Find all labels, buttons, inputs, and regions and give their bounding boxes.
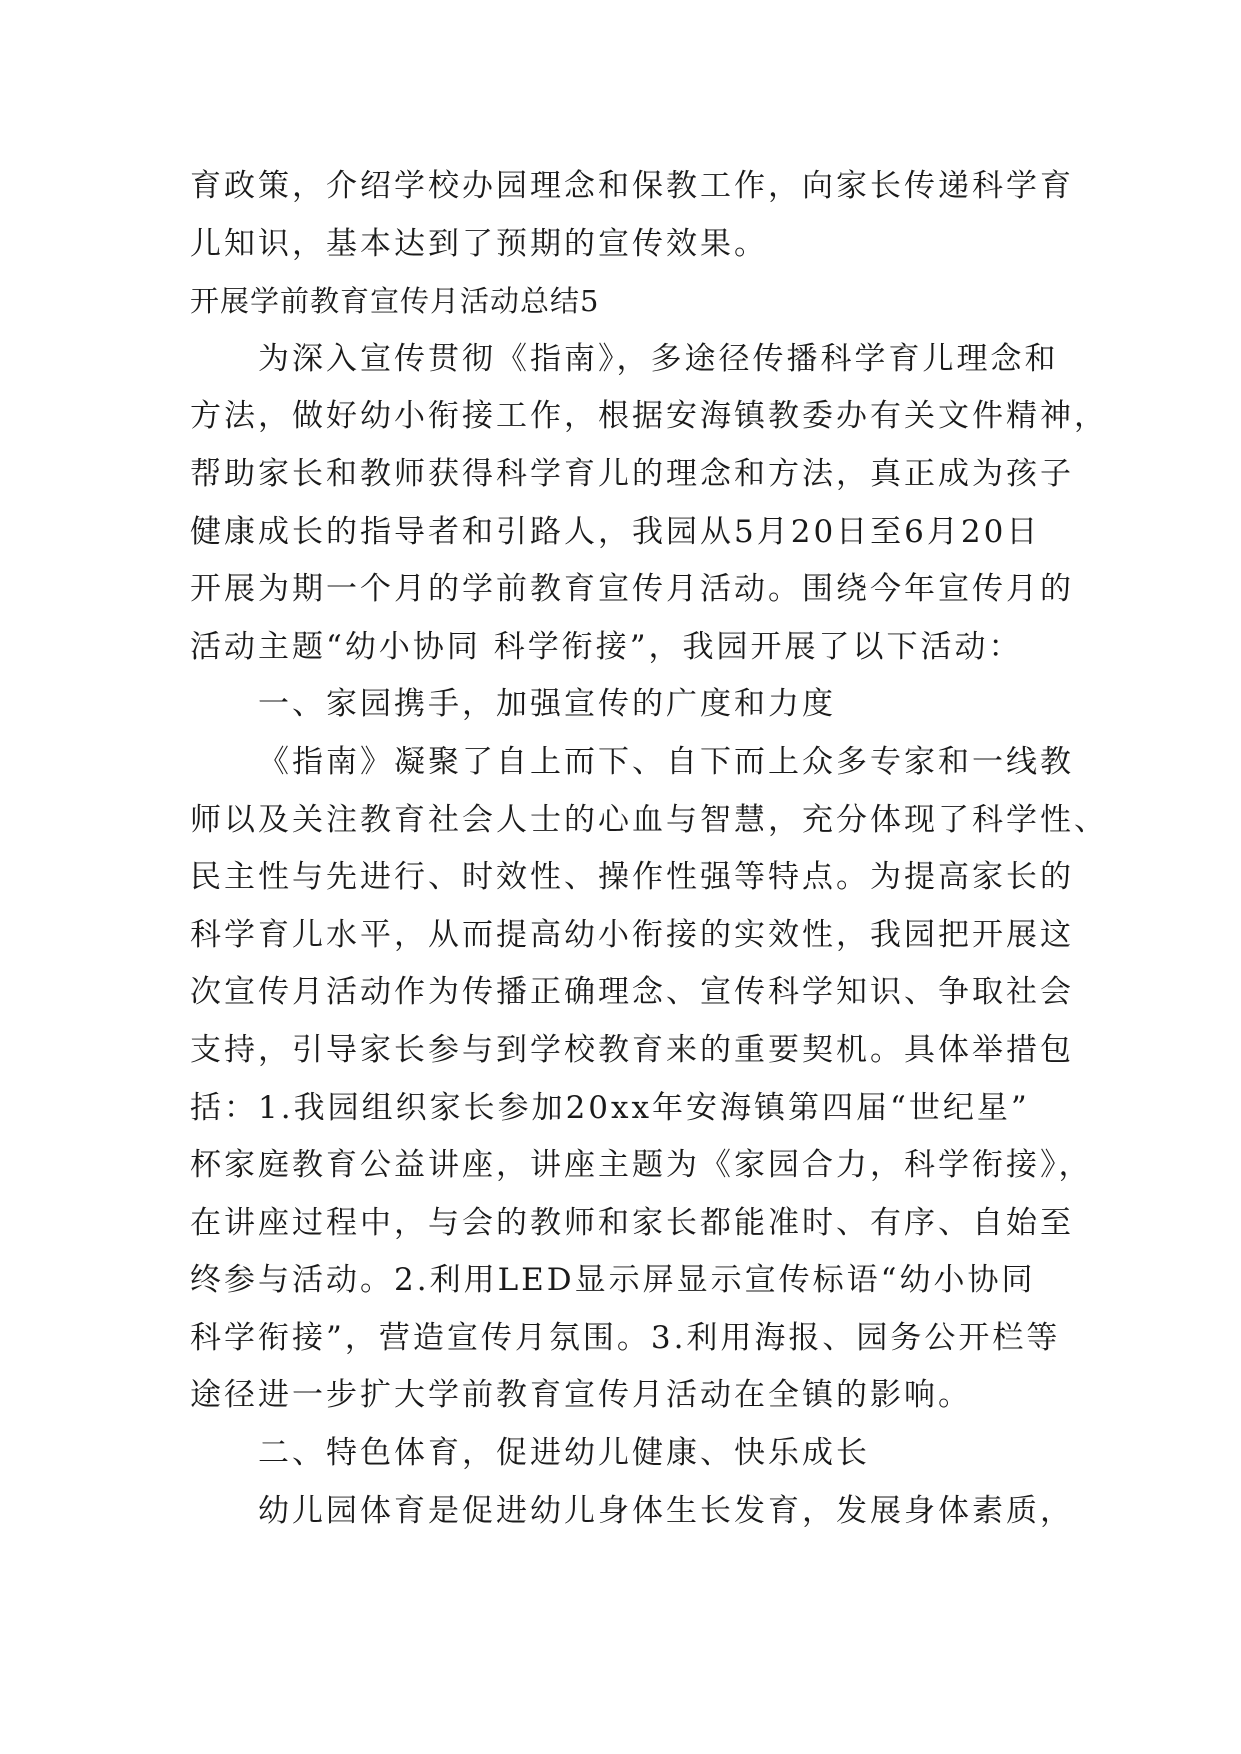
subheading: 一、家园携手，加强宣传的广度和力度 (258, 686, 836, 723)
text-line: 方法，做好幼小衔接工作，根据安海镇教委办有关文件精神， (190, 398, 1108, 435)
text-line: 终参与活动。2.利用LED显示屏显示宣传标语“幼小协同 (190, 1262, 1036, 1299)
text-line: 健康成长的指导者和引路人，我园从5月20日至6月20日 (190, 513, 1041, 550)
text-line: 开展为期一个月的学前教育宣传月活动。围绕今年宣传月的 (190, 571, 1074, 608)
paragraph-start: 为深入宣传贯彻《指南》，多途径传播科学育儿理念和 (258, 340, 1059, 377)
paragraph-start: 《指南》凝聚了自上而下、自下而上众多专家和一线教 (258, 743, 1074, 780)
text-line: 支持，引导家长参与到学校教育来的重要契机。具体举措包 (190, 1031, 1074, 1068)
subheading: 二、特色体育，促进幼儿健康、快乐成长 (258, 1435, 870, 1472)
text-line: 科学育儿水平，从而提高幼小衔接的实效性，我园把开展这 (190, 916, 1074, 953)
section-title: 开展学前教育宣传月活动总结5 (190, 284, 600, 319)
text-line: 杯家庭教育公益讲座，讲座主题为《家园合力，科学衔接》， (190, 1147, 1093, 1184)
text-line: 帮助家长和教师获得科学育儿的理念和方法，真正成为孩子 (190, 455, 1074, 492)
document-body (190, 158, 1108, 1540)
text-line: 途径进一步扩大学前教育宣传月活动在全镇的影响。 (190, 1377, 972, 1414)
text-line: 活动主题“幼小协同 科学衔接”，我园开展了以下活动： (190, 628, 1023, 665)
text-line: 民主性与先进行、时效性、操作性强等特点。为提高家长的 (190, 859, 1074, 896)
text-line: 括：1.我园组织家长参加20xx年安海镇第四届“世纪星” (190, 1089, 1030, 1126)
text-line: 儿知识，基本达到了预期的宣传效果。 (190, 225, 768, 262)
text-line: 在讲座过程中，与会的教师和家长都能准时、有序、自始至 (190, 1204, 1074, 1241)
paragraph-start: 幼儿园体育是促进幼儿身体生长发育，发展身体素质， (258, 1492, 1074, 1529)
text-line: 育政策，介绍学校办园理念和保教工作，向家长传递科学育 (190, 168, 1074, 204)
text-line: 次宣传月活动作为传播正确理念、宣传科学知识、争取社会 (190, 974, 1074, 1011)
text-line: 师以及关注教育社会人士的心血与智慧，充分体现了科学性、 (190, 801, 1108, 838)
text-line: 科学衔接”，营造宣传月氛围。3.利用海报、园务公开栏等 (190, 1319, 1061, 1356)
